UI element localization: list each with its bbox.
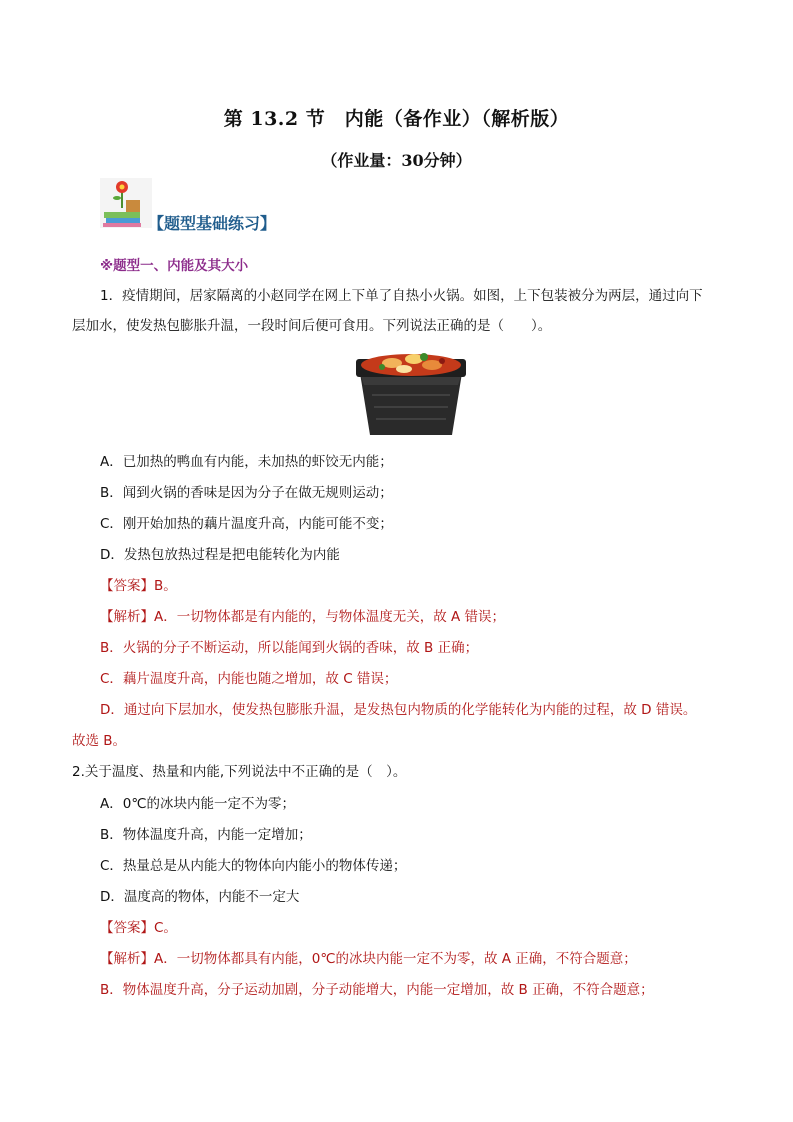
- q1-analysis-b: B．火锅的分子不断运动，所以能闻到火锅的香味，故 B 正确；: [100, 640, 479, 656]
- q1-option-b: B．闻到火锅的香味是因为分子在做无规则运动；: [100, 485, 393, 501]
- q1-option-d: D．发热包放热过程是把电能转化为内能: [100, 547, 340, 563]
- q1-analysis-line1: [100, 607, 505, 627]
- hotpot-image: [352, 345, 470, 440]
- q2-analysis-b: B．物体温度升高，分子运动加剧，分子动能增大，内能一定增加，故 B 正确，不符合题意；: [100, 982, 654, 998]
- q2-option-c: C．热量总是从内能大的物体向内能小的物体传递；: [100, 858, 407, 874]
- q1-option-a: A．已加热的鸭血有内能，未加热的虾饺无内能；: [100, 454, 393, 470]
- q1-analysis-label: 【解析】: [100, 609, 154, 625]
- question-type-heading: ※题型一、内能及其大小: [100, 258, 249, 274]
- q1-conclusion: 故选 B。: [72, 733, 127, 749]
- q2-answer: [100, 918, 177, 938]
- flower-books-icon: [100, 178, 152, 228]
- page-subtitle: （作业量：30分钟）: [321, 151, 472, 170]
- q2-answer-label: 【答案】: [100, 920, 154, 936]
- q1-answer-value: B。: [154, 578, 177, 594]
- q1-analysis-c: C．藕片温度升高，内能也随之增加，故 C 错误；: [100, 671, 398, 687]
- section-heading: 【题型基础练习】: [148, 214, 277, 233]
- q2-analysis-a: A．一切物体都具有内能，0℃的冰块内能一定不为零，故 A 正确，不符合题意；: [154, 951, 637, 967]
- q1-analysis-d: D．通过向下层加水，使发热包膨胀升温，是发热包内物质的化学能转化为内能的过程，故 D 错误。: [100, 702, 697, 718]
- q1-stem-line1: 1．疫情期间，居家隔离的小赵同学在网上下单了自热小火锅。如图，上下包装被分为两层，通过向下: [100, 288, 703, 304]
- q1-answer-label: 【答案】: [100, 578, 154, 594]
- page-title: 第 13.2 节 内能（备作业）（解析版）: [223, 108, 570, 130]
- q2-analysis-label: 【解析】: [100, 951, 154, 967]
- q1-option-c: C．刚开始加热的藕片温度升高，内能可能不变；: [100, 516, 393, 532]
- q2-option-b: B．物体温度升高，内能一定增加；: [100, 827, 312, 843]
- q1-stem-line2: 层加水，使发热包膨胀升温，一段时间后便可食用。下列说法正确的是（ ）。: [72, 318, 552, 334]
- q2-analysis-line1: [100, 949, 637, 969]
- q2-stem: 2.关于温度、热量和内能,下列说法中不正确的是（ ）。: [72, 764, 407, 780]
- q2-option-d: D．温度高的物体，内能不一定大: [100, 889, 300, 905]
- q1-analysis-a: A．一切物体都是有内能的，与物体温度无关，故 A 错误；: [154, 609, 506, 625]
- q1-answer: [100, 576, 177, 596]
- q2-option-a: A．0℃的冰块内能一定不为零；: [100, 796, 295, 812]
- q2-answer-value: C。: [154, 920, 177, 936]
